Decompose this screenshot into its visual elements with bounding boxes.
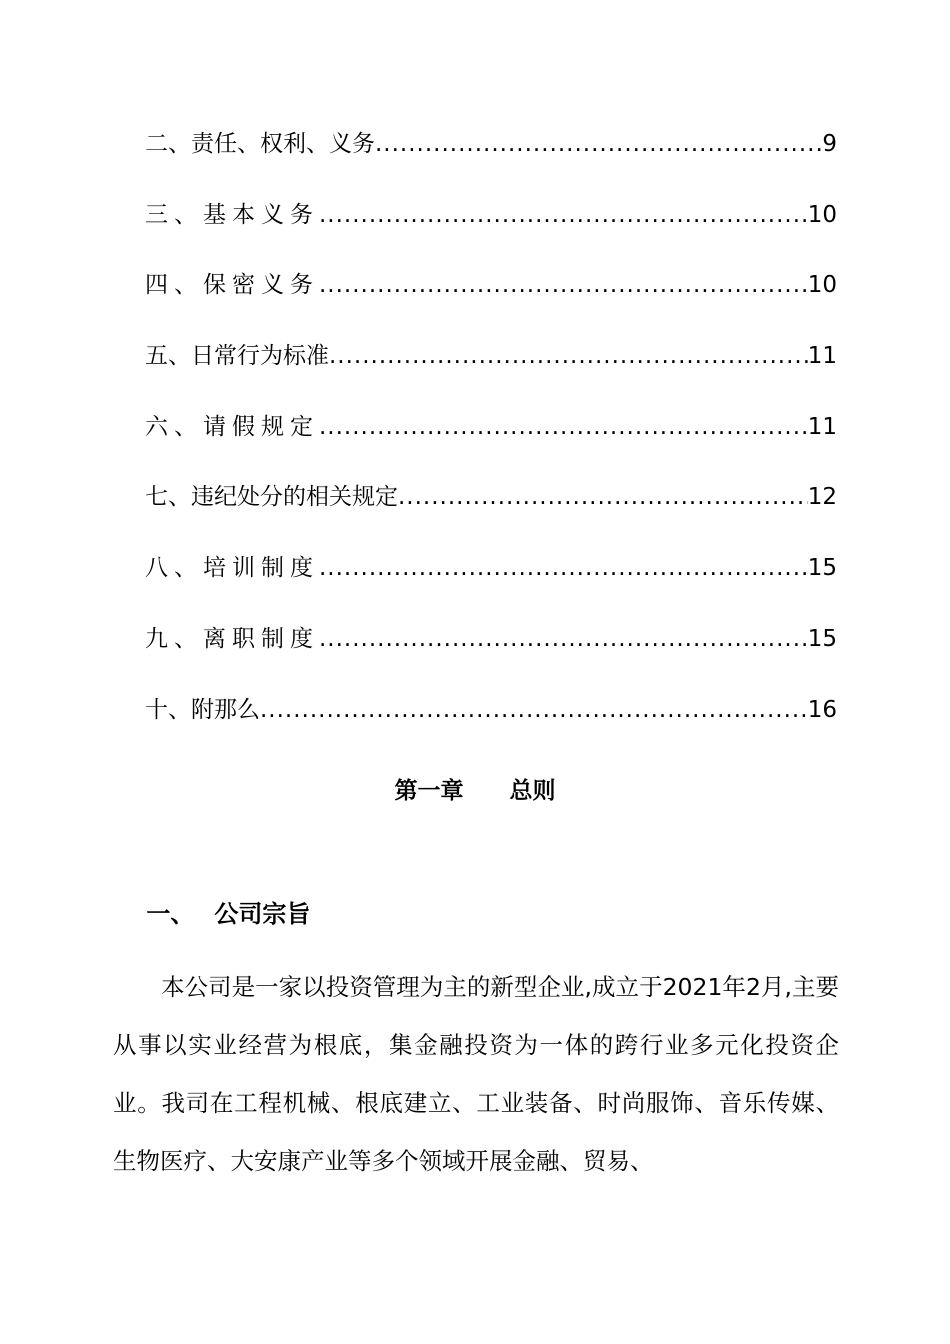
toc-entry[interactable] (145, 125, 837, 196)
toc-entry-title: 十、附那么 (145, 696, 260, 723)
toc-entry-page: 11 (807, 343, 837, 370)
toc-entry[interactable] (145, 266, 837, 337)
toc-entry-page: 9 (822, 131, 837, 157)
toc-leader-dots (398, 484, 808, 510)
toc-entry-page: 12 (807, 484, 837, 511)
toc-entry-page: 16 (807, 696, 837, 723)
toc-leader-dots (319, 555, 808, 581)
toc-entry-page: 10 (807, 201, 837, 228)
toc-entry-page: 10 (807, 272, 837, 299)
toc-entry[interactable] (145, 620, 837, 691)
toc-leader-dots (329, 343, 808, 369)
toc-entry-title: 七、违纪处分的相关规定 (145, 484, 398, 511)
toc-leader-dots (375, 131, 822, 157)
toc-entry[interactable] (145, 549, 837, 620)
section-number: 一、 (146, 900, 195, 928)
toc-entry-title: 六、请假规定 (145, 413, 319, 440)
toc-entry-page: 11 (807, 413, 837, 440)
toc-entry-title: 四、保密义务 (145, 272, 319, 299)
toc-leader-dots (260, 697, 808, 723)
toc-leader-dots (319, 414, 808, 440)
toc-entry[interactable] (145, 691, 837, 762)
toc-entry[interactable] (145, 408, 837, 479)
toc-entry[interactable] (145, 337, 837, 408)
toc-entry-title: 八、培训制度 (145, 555, 319, 582)
toc-entry[interactable] (145, 196, 837, 267)
chapter-heading: 第一章 总则 (394, 778, 556, 804)
toc-leader-dots (319, 202, 808, 228)
toc-entry-page: 15 (807, 555, 837, 582)
toc-entry-title: 二、责任、权利、义务 (145, 131, 375, 157)
toc-entry-title: 五、日常行为标准 (145, 343, 329, 370)
table-of-contents (145, 125, 837, 761)
toc-entry[interactable] (145, 478, 837, 549)
toc-leader-dots (319, 626, 808, 652)
toc-leader-dots (319, 272, 808, 298)
section-heading (113, 866, 310, 957)
body-paragraph: 本公司是一家以投资管理为主的新型企业,成立于2021年2月,主要从事以实业经营为根底，集金融投资为一体的跨行业多元化投资企业。我司在工程机械、根底建立、工业装备、时尚服饰、音乐传媒、生物医疗、大安康产业等多个领域开展金融、贸易、 (113, 973, 839, 1175)
toc-entry-title: 九、离职制度 (145, 625, 319, 652)
toc-entry-page: 15 (807, 625, 837, 652)
toc-entry-title: 三、基本义务 (145, 201, 319, 228)
section-title: 公司宗旨 (214, 900, 311, 928)
